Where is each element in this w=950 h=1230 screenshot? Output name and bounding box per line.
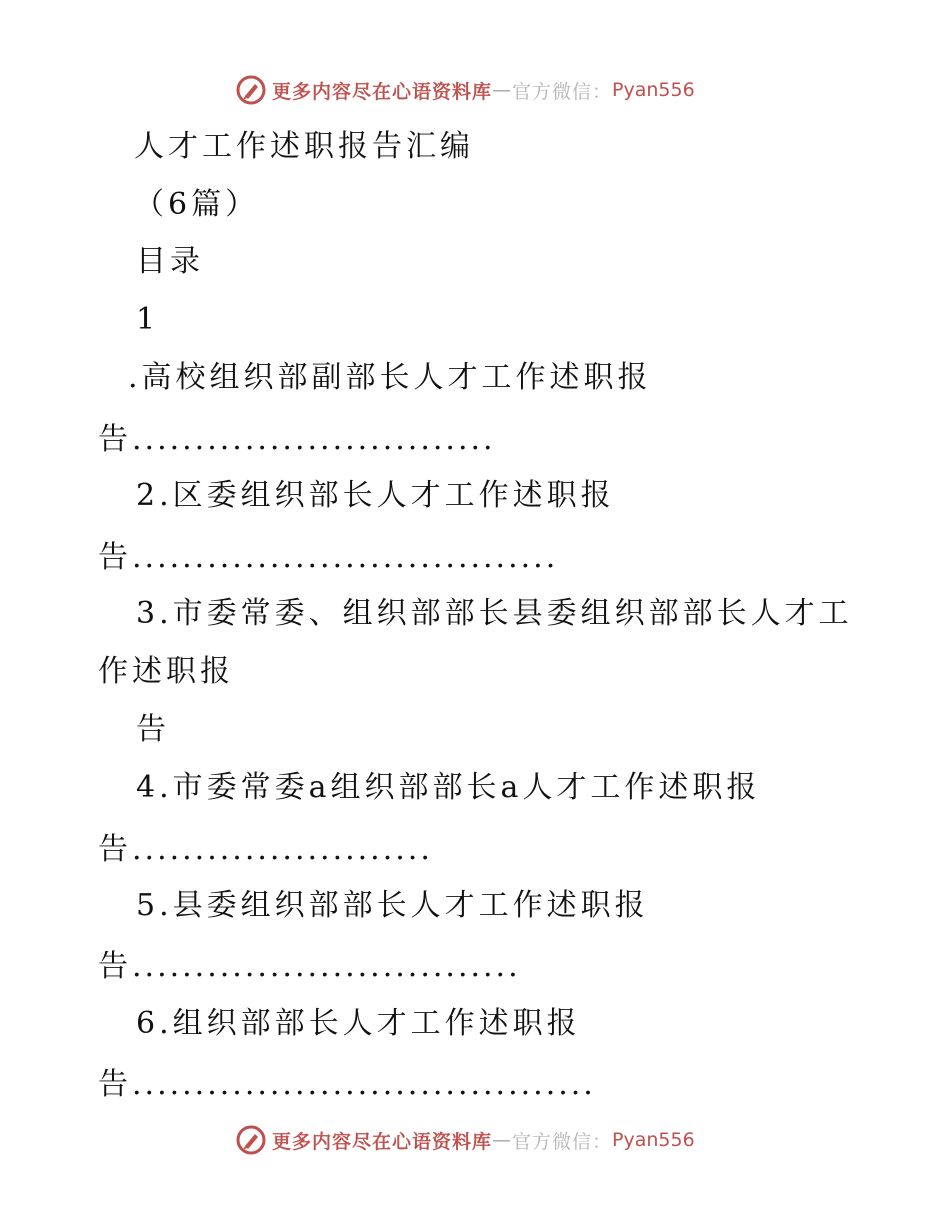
banner-wechat-id: Pyan556	[612, 1129, 695, 1151]
banner-dash: —	[492, 79, 513, 101]
toc-item-5-title: 5.县委组织部部长人才工作述职报	[136, 888, 649, 923]
banner-wechat-label: 官方微信：	[512, 1130, 613, 1153]
toc-item-2-dots: ..................................	[132, 540, 559, 575]
toc-item-3-title-cont: 作述职报	[98, 654, 234, 689]
toc-item-5-tail	[98, 947, 521, 987]
document-title: 人才工作述职报告汇编	[134, 129, 474, 164]
toc-item-6-title: 6.组织部部长人才工作述职报	[136, 1006, 581, 1041]
toc-item-6-tail-text: 告	[98, 1067, 132, 1102]
toc-item-2-title: 2.区委组织部长人才工作述职报	[136, 478, 615, 513]
toc-item-1-title: .高校组织部副部长人才工作述职报	[128, 360, 652, 395]
toc-item-3-title: 3.市委常委、组织部部长县委组织部部长人才工	[136, 596, 853, 631]
toc-item-5-dots: ...............................	[132, 949, 521, 984]
banner-wechat-label: 官方微信：	[512, 80, 613, 103]
banner-dash: —	[492, 1129, 513, 1151]
toc-item-1-dots: .............................	[132, 422, 496, 457]
footer-banner	[236, 1123, 695, 1157]
toc-item-6-tail	[98, 1065, 596, 1105]
toc-item-1-tail	[98, 420, 496, 460]
toc-item-2-tail-text: 告	[98, 540, 132, 575]
toc-item-6-dots: .....................................	[132, 1067, 596, 1102]
toc-item-4-dots: ........................	[132, 832, 433, 867]
toc-item-4-title: 4.市委常委a组织部部长a人才工作述职报	[136, 770, 761, 805]
pen-logo-icon	[236, 1125, 266, 1155]
banner-wechat-id: Pyan556	[612, 79, 695, 101]
toc-heading: 目录	[136, 244, 204, 279]
document-subtitle: （6篇）	[134, 187, 260, 222]
toc-item-1-number: 1	[136, 302, 160, 337]
toc-item-5-tail-text: 告	[98, 949, 132, 984]
toc-item-1-tail-text: 告	[98, 422, 132, 457]
banner-text: 更多内容尽在心语资料库	[272, 1130, 493, 1153]
toc-item-3-tail: 告	[136, 712, 170, 747]
toc-item-4-tail	[98, 830, 433, 870]
banner-text: 更多内容尽在心语资料库	[272, 80, 493, 103]
toc-item-2-tail	[98, 538, 558, 578]
toc-item-4-tail-text: 告	[98, 832, 132, 867]
